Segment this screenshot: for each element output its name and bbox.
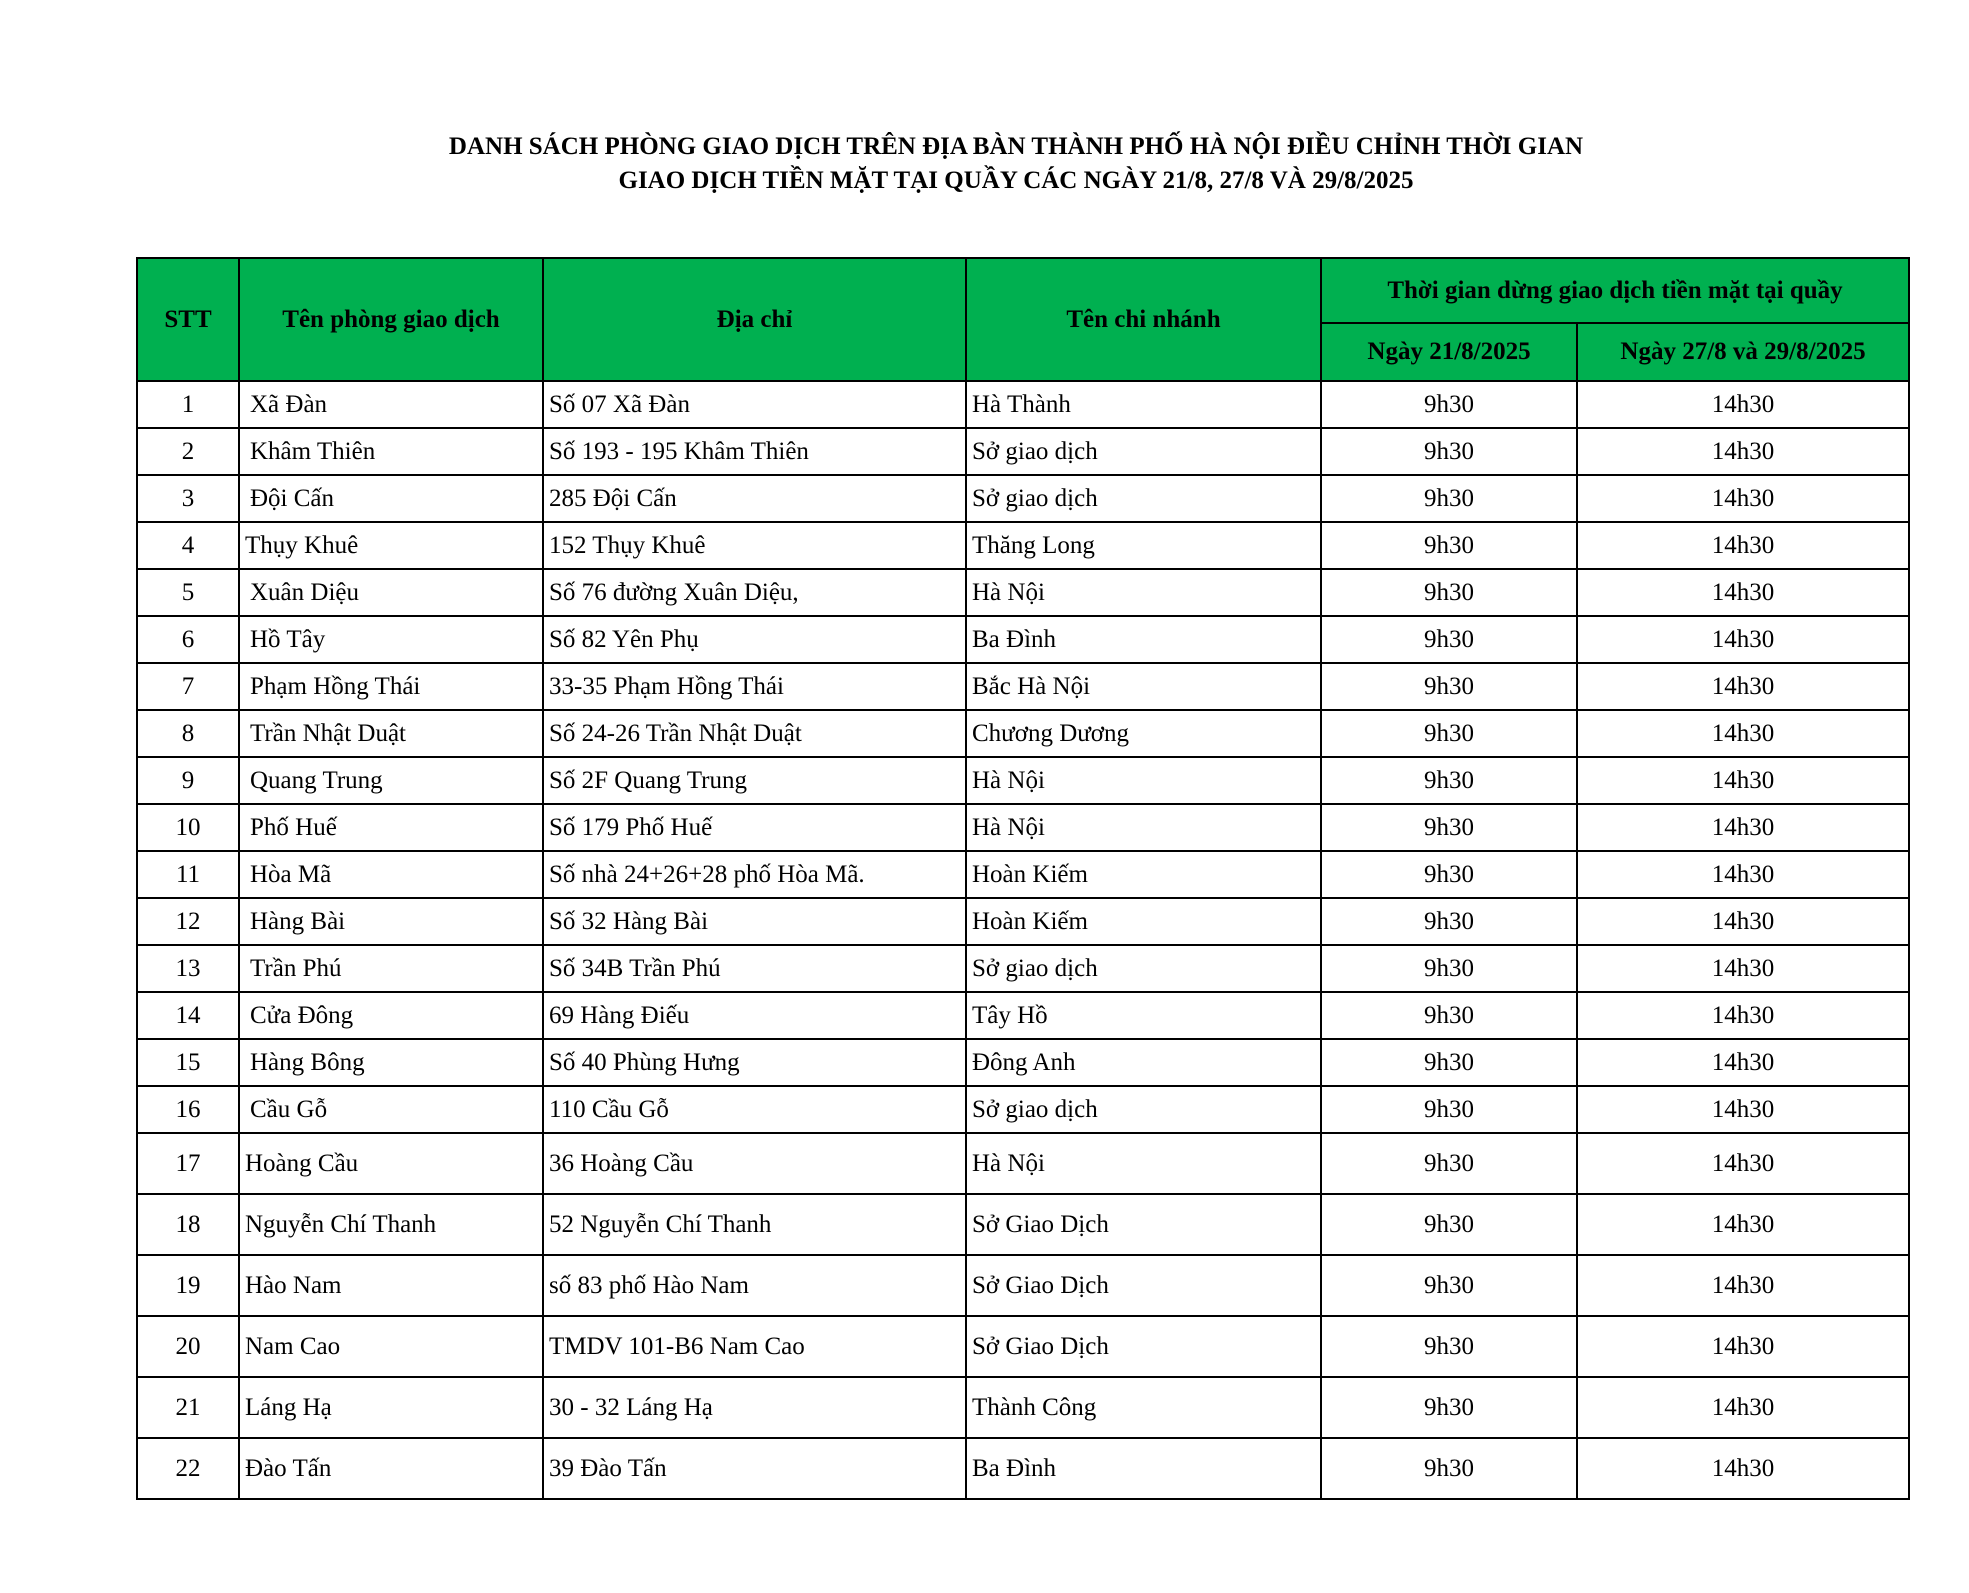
- row-stt: 10: [137, 804, 239, 851]
- row-address: Số 2F Quang Trung: [543, 757, 966, 804]
- table-row: [137, 757, 1909, 804]
- header-time-group: Thời gian dừng giao dịch tiền mặt tại quầy: [1321, 258, 1909, 323]
- row-stt: 16: [137, 1086, 239, 1133]
- row-time-date-2: 14h30: [1577, 992, 1909, 1039]
- row-name: Phố Huế: [239, 804, 543, 851]
- row-name: Cầu Gỗ: [239, 1086, 543, 1133]
- table-row: [137, 522, 1909, 569]
- row-address: Số 24-26 Trần Nhật Duật: [543, 710, 966, 757]
- row-time-date-1: 9h30: [1321, 1438, 1577, 1499]
- row-branch: Sở giao dịch: [966, 475, 1321, 522]
- row-address: 69 Hàng Điếu: [543, 992, 966, 1039]
- row-time-date-1: 9h30: [1321, 1255, 1577, 1316]
- row-stt: 5: [137, 569, 239, 616]
- row-stt: 1: [137, 381, 239, 428]
- row-time-date-2: 14h30: [1577, 381, 1909, 428]
- row-time-date-2: 14h30: [1577, 945, 1909, 992]
- row-stt: 22: [137, 1438, 239, 1499]
- row-branch: Hà Nội: [966, 1133, 1321, 1194]
- row-stt: 9: [137, 757, 239, 804]
- row-name: Hòa Mã: [239, 851, 543, 898]
- row-name: Hoàng Cầu: [239, 1133, 543, 1194]
- row-time-date-1: 9h30: [1321, 851, 1577, 898]
- row-time-date-1: 9h30: [1321, 1377, 1577, 1438]
- table-row: [137, 992, 1909, 1039]
- row-time-date-2: 14h30: [1577, 1133, 1909, 1194]
- table-row: [137, 475, 1909, 522]
- row-stt: 6: [137, 616, 239, 663]
- row-time-date-1: 9h30: [1321, 522, 1577, 569]
- row-stt: 17: [137, 1133, 239, 1194]
- row-stt: 14: [137, 992, 239, 1039]
- row-time-date-2: 14h30: [1577, 522, 1909, 569]
- table-row: [137, 851, 1909, 898]
- row-address: TMDV 101-B6 Nam Cao: [543, 1316, 966, 1377]
- row-time-date-1: 9h30: [1321, 475, 1577, 522]
- row-address: Số nhà 24+26+28 phố Hòa Mã.: [543, 851, 966, 898]
- row-time-date-2: 14h30: [1577, 1316, 1909, 1377]
- row-branch: Thăng Long: [966, 522, 1321, 569]
- row-stt: 2: [137, 428, 239, 475]
- row-address: 33-35 Phạm Hồng Thái: [543, 663, 966, 710]
- row-branch: Ba Đình: [966, 616, 1321, 663]
- row-name: Hàng Bông: [239, 1039, 543, 1086]
- table-row: [137, 663, 1909, 710]
- header-stt: STT: [137, 258, 239, 381]
- table-row: [137, 428, 1909, 475]
- row-stt: 19: [137, 1255, 239, 1316]
- table-row: [137, 1194, 1909, 1255]
- row-stt: 12: [137, 898, 239, 945]
- row-branch: Ba Đình: [966, 1438, 1321, 1499]
- row-branch: Đông Anh: [966, 1039, 1321, 1086]
- row-branch: Sở Giao Dịch: [966, 1255, 1321, 1316]
- row-name: Thụy Khuê: [239, 522, 543, 569]
- row-time-date-1: 9h30: [1321, 1086, 1577, 1133]
- row-branch: Sở Giao Dịch: [966, 1316, 1321, 1377]
- row-time-date-1: 9h30: [1321, 1194, 1577, 1255]
- row-stt: 3: [137, 475, 239, 522]
- row-time-date-1: 9h30: [1321, 992, 1577, 1039]
- table-row: [137, 1255, 1909, 1316]
- row-time-date-2: 14h30: [1577, 1255, 1909, 1316]
- row-time-date-2: 14h30: [1577, 851, 1909, 898]
- table-row: [137, 898, 1909, 945]
- row-address: Số 40 Phùng Hưng: [543, 1039, 966, 1086]
- table-row: [137, 381, 1909, 428]
- row-stt: 18: [137, 1194, 239, 1255]
- table-body: [137, 381, 1909, 1499]
- row-time-date-1: 9h30: [1321, 945, 1577, 992]
- row-address: 285 Đội Cấn: [543, 475, 966, 522]
- row-stt: 20: [137, 1316, 239, 1377]
- row-address: 39 Đào Tấn: [543, 1438, 966, 1499]
- row-name: Cửa Đông: [239, 992, 543, 1039]
- row-time-date-1: 9h30: [1321, 616, 1577, 663]
- row-time-date-2: 14h30: [1577, 1039, 1909, 1086]
- row-time-date-2: 14h30: [1577, 616, 1909, 663]
- table-row: [137, 569, 1909, 616]
- header-branch: Tên chi nhánh: [966, 258, 1321, 381]
- row-time-date-2: 14h30: [1577, 1086, 1909, 1133]
- row-branch: Hà Nội: [966, 804, 1321, 851]
- row-address: Số 07 Xã Đàn: [543, 381, 966, 428]
- header-date-1: Ngày 21/8/2025: [1321, 323, 1577, 381]
- row-time-date-1: 9h30: [1321, 710, 1577, 757]
- table-row: [137, 1039, 1909, 1086]
- row-name: Hồ Tây: [239, 616, 543, 663]
- row-name: Hàng Bài: [239, 898, 543, 945]
- row-time-date-1: 9h30: [1321, 898, 1577, 945]
- row-time-date-2: 14h30: [1577, 663, 1909, 710]
- row-address: 36 Hoàng Cầu: [543, 1133, 966, 1194]
- row-name: Quang Trung: [239, 757, 543, 804]
- row-time-date-2: 14h30: [1577, 804, 1909, 851]
- row-branch: Bắc Hà Nội: [966, 663, 1321, 710]
- row-time-date-2: 14h30: [1577, 757, 1909, 804]
- branch-schedule-table: [136, 257, 1910, 1500]
- row-name: Nam Cao: [239, 1316, 543, 1377]
- table-row: [137, 804, 1909, 851]
- row-branch: Sở giao dịch: [966, 428, 1321, 475]
- table-row: [137, 945, 1909, 992]
- table-row: [137, 1086, 1909, 1133]
- row-name: Trần Phú: [239, 945, 543, 992]
- row-time-date-2: 14h30: [1577, 1194, 1909, 1255]
- row-time-date-1: 9h30: [1321, 663, 1577, 710]
- row-stt: 8: [137, 710, 239, 757]
- row-time-date-2: 14h30: [1577, 569, 1909, 616]
- row-time-date-1: 9h30: [1321, 381, 1577, 428]
- row-name: Hào Nam: [239, 1255, 543, 1316]
- row-stt: 7: [137, 663, 239, 710]
- row-time-date-1: 9h30: [1321, 1039, 1577, 1086]
- row-name: Khâm Thiên: [239, 428, 543, 475]
- row-name: Phạm Hồng Thái: [239, 663, 543, 710]
- row-stt: 21: [137, 1377, 239, 1438]
- row-branch: Sở giao dịch: [966, 945, 1321, 992]
- header-date-2: Ngày 27/8 và 29/8/2025: [1577, 323, 1909, 381]
- row-address: 152 Thụy Khuê: [543, 522, 966, 569]
- row-address: số 83 phố Hào Nam: [543, 1255, 966, 1316]
- title-line-1: DANH SÁCH PHÒNG GIAO DỊCH TRÊN ĐỊA BÀN THÀNH PHỐ HÀ NỘI ĐIỀU CHỈNH THỜI GIAN: [448, 133, 1584, 160]
- row-branch: Sở Giao Dịch: [966, 1194, 1321, 1255]
- row-time-date-2: 14h30: [1577, 1377, 1909, 1438]
- table-row: [137, 1377, 1909, 1438]
- table-row: [137, 1316, 1909, 1377]
- header-address: Địa chỉ: [543, 258, 966, 381]
- row-address: Số 82 Yên Phụ: [543, 616, 966, 663]
- document-title: [0, 130, 1969, 198]
- row-branch: Tây Hồ: [966, 992, 1321, 1039]
- row-address: Số 34B Trần Phú: [543, 945, 966, 992]
- row-time-date-1: 9h30: [1321, 757, 1577, 804]
- table-row: [137, 710, 1909, 757]
- row-address: Số 32 Hàng Bài: [543, 898, 966, 945]
- row-time-date-1: 9h30: [1321, 804, 1577, 851]
- row-branch: Thành Công: [966, 1377, 1321, 1438]
- row-name: Láng Hạ: [239, 1377, 543, 1438]
- table-row: [137, 1438, 1909, 1499]
- row-stt: 15: [137, 1039, 239, 1086]
- row-name: Đào Tấn: [239, 1438, 543, 1499]
- row-stt: 11: [137, 851, 239, 898]
- table-row: [137, 616, 1909, 663]
- row-stt: 13: [137, 945, 239, 992]
- row-time-date-1: 9h30: [1321, 1133, 1577, 1194]
- row-branch: Hà Nội: [966, 757, 1321, 804]
- title-line-2: GIAO DỊCH TIỀN MẶT TẠI QUẦY CÁC NGÀY 21/8, 27/8 VÀ 29/8/2025: [618, 167, 1414, 194]
- row-address: Số 193 - 195 Khâm Thiên: [543, 428, 966, 475]
- row-address: 30 - 32 Láng Hạ: [543, 1377, 966, 1438]
- row-time-date-2: 14h30: [1577, 428, 1909, 475]
- row-time-date-2: 14h30: [1577, 710, 1909, 757]
- row-time-date-1: 9h30: [1321, 428, 1577, 475]
- row-time-date-1: 9h30: [1321, 1316, 1577, 1377]
- row-time-date-1: 9h30: [1321, 569, 1577, 616]
- row-address: Số 179 Phố Huế: [543, 804, 966, 851]
- row-address: Số 76 đường Xuân Diệu,: [543, 569, 966, 616]
- row-stt: 4: [137, 522, 239, 569]
- row-time-date-2: 14h30: [1577, 475, 1909, 522]
- row-branch: Hoàn Kiếm: [966, 851, 1321, 898]
- row-name: Xuân Diệu: [239, 569, 543, 616]
- row-branch: Hà Thành: [966, 381, 1321, 428]
- row-branch: Chương Dương: [966, 710, 1321, 757]
- row-address: 52 Nguyễn Chí Thanh: [543, 1194, 966, 1255]
- header-name: Tên phòng giao dịch: [239, 258, 543, 381]
- row-name: Trần Nhật Duật: [239, 710, 543, 757]
- row-branch: Hoàn Kiếm: [966, 898, 1321, 945]
- row-name: Nguyễn Chí Thanh: [239, 1194, 543, 1255]
- row-branch: Hà Nội: [966, 569, 1321, 616]
- row-time-date-2: 14h30: [1577, 898, 1909, 945]
- row-time-date-2: 14h30: [1577, 1438, 1909, 1499]
- row-name: Đội Cấn: [239, 475, 543, 522]
- row-address: 110 Cầu Gỗ: [543, 1086, 966, 1133]
- row-branch: Sở giao dịch: [966, 1086, 1321, 1133]
- table-row: [137, 1133, 1909, 1194]
- row-name: Xã Đàn: [239, 381, 543, 428]
